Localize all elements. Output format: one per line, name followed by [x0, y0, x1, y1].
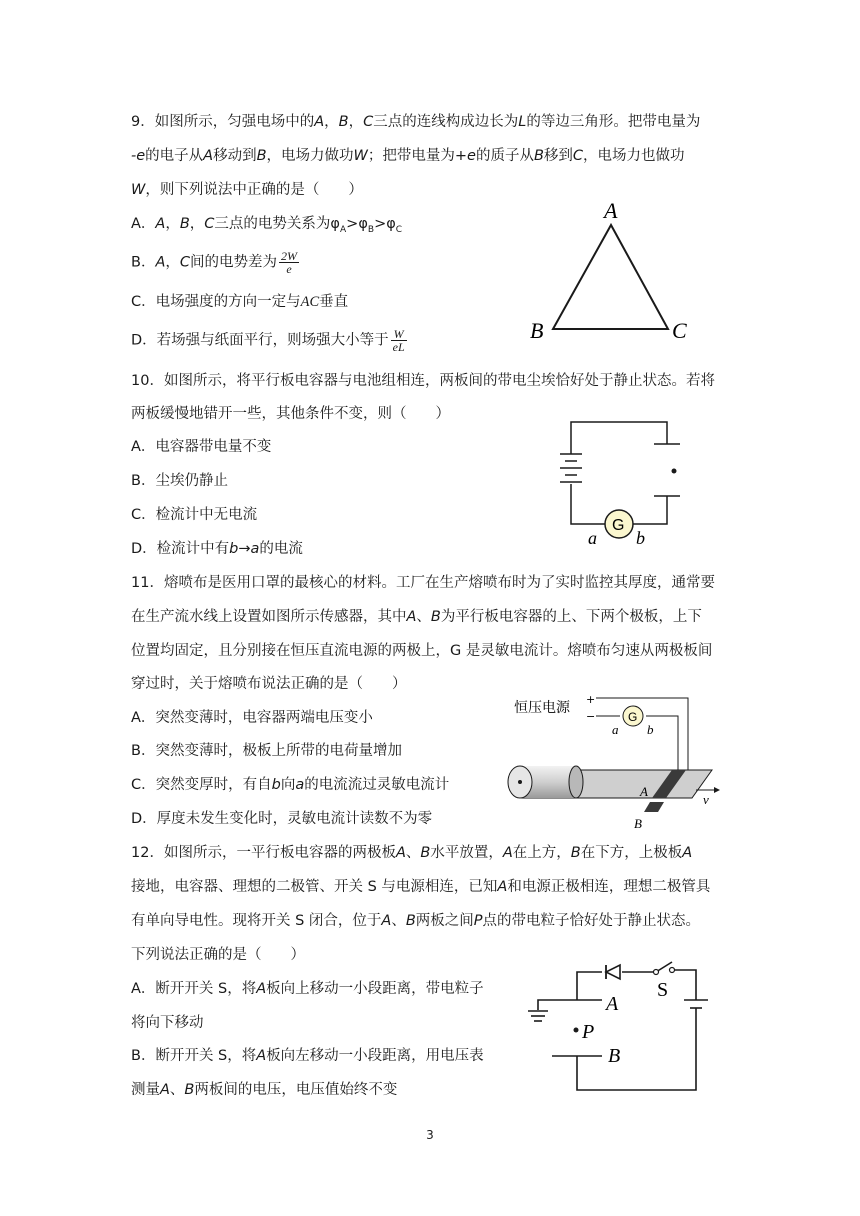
particle-p	[574, 1028, 579, 1033]
q10-stem-line-1: 10．如图所示，将平行板电容器与电池组相连，两板间的带电尘埃恰好处于静止状态。若将	[131, 373, 715, 389]
diode-icon	[606, 965, 620, 979]
q9-option-a: A．A，B，C三点的电势关系为$\varphi_A>\varphi_B>\varphi_C$	[131, 216, 403, 235]
q11-option-c: C．突然变厚时，有自b向a的电流流过灵敏电流计	[131, 777, 450, 793]
q11-option-a: A．突然变薄时，电容器两端电压变小	[131, 710, 373, 726]
q12-option-a-line-1: A．断开开关 S，将A板向上移动一小段距离，带电粒子	[131, 981, 484, 997]
q12-circuit-figure	[522, 958, 722, 1094]
svg-text:A: A	[606, 993, 619, 1015]
q10-option-a: A．电容器带电量不变	[131, 439, 272, 455]
svg-text:恒压电源: 恒压电源	[514, 700, 570, 716]
q12-option-a-line-2: 将向下移动	[131, 1015, 204, 1031]
svg-text:B: B	[608, 1045, 621, 1067]
switch-pivot	[654, 970, 659, 975]
q9-option-b-fraction: $\frac{2W}{e}$	[281, 249, 297, 276]
q9-option-b: B．A，C间的电势差为 $\frac{2W}{e}$	[131, 249, 297, 276]
q11-stem-line-3: 位置均固定，且分别接在恒压直流电源的两极上，G 是灵敏电流计。熔喷布匀速从两极板间	[131, 643, 713, 659]
svg-text:a: a	[588, 528, 597, 548]
q10-option-b: B．尘埃仍静止	[131, 473, 228, 489]
page-number: 3	[426, 1128, 434, 1142]
svg-text:P: P	[582, 1021, 595, 1043]
q9-triangle-figure	[520, 196, 720, 346]
q9-stem-line-1: 9．如图所示，匀强电场中的A，B，C三点的连线构成边长为L的等边三角形。把带电量为	[131, 114, 701, 130]
svg-text:A: A	[640, 784, 648, 799]
q11-option-b: B．突然变薄时，极板上所带的电荷量增加	[131, 743, 402, 759]
triangle-abc	[553, 225, 668, 329]
q11-option-d: D．厚度未发生变化时，灵敏电流计读数不为零	[131, 811, 433, 827]
svg-text:+: +	[586, 693, 596, 706]
svg-text:S: S	[657, 979, 669, 1001]
svg-text:B: B	[634, 816, 642, 831]
vertex-label-b: B	[530, 318, 544, 343]
svg-text:b: b	[647, 722, 654, 737]
q10-stem-line-2: 两板缓慢地错开一些，其他条件不变，则（ ）	[131, 406, 450, 422]
svg-text:G: G	[612, 517, 625, 534]
q12-stem-line-3: 有单向导电性。现将开关 S 闭合，位于A、B两板之间P点的带电粒子恰好处于静止状态。	[131, 913, 701, 929]
q10-option-d: D．检流计中有b→a的电流	[131, 541, 303, 557]
svg-text:v: v	[703, 792, 709, 807]
svg-text:a: a	[612, 722, 619, 737]
q12-stem-line-1: 12．如图所示，一平行板电容器的两极板A、B水平放置，A在上方，B在下方，上极板A	[131, 845, 693, 861]
dust-particle	[672, 469, 677, 474]
q12-option-b-line-2: 测量A、B两板间的电压，电压值始终不变	[131, 1082, 398, 1098]
svg-text:b: b	[636, 528, 645, 548]
q9-stem-line-2: -e的电子从A移动到B，电场力做功W；把带电量为+e的质子从B移到C，电场力也做功	[131, 148, 685, 164]
q11-stem-line-4: 穿过时，关于熔喷布说法正确的是（ ）	[131, 676, 407, 692]
q12-stem-line-2: 接地，电容器、理想的二极管、开关 S 与电源相连，已知A和电源正极相连，理想二极管具	[131, 879, 711, 895]
q10-circuit-figure	[552, 414, 692, 550]
q9-stem-line-3: W，则下列说法中正确的是（ ）	[131, 182, 363, 198]
q11-sensor-figure	[500, 686, 730, 834]
q12-stem-line-4: 下列说法正确的是（ ）	[131, 947, 305, 963]
q11-stem-line-2: 在生产流水线上设置如图所示传感器，其中A、B为平行板电容器的上、下两个极板，上下	[131, 609, 702, 625]
q11-stem-line-1: 11．熔喷布是医用口罩的最核心的材料。工厂在生产熔喷布时为了实时监控其厚度，通常要	[131, 575, 715, 591]
q9-option-d: D．若场强与纸面平行，则场强大小等于 $\frac{W}{eL}$	[131, 327, 405, 354]
q10-option-c: C．检流计中无电流	[131, 507, 258, 523]
vertex-label-c: C	[672, 318, 687, 343]
svg-text:G: G	[628, 710, 638, 724]
svg-text:−: −	[586, 710, 596, 723]
plate-b	[644, 802, 664, 812]
q9-option-c: C．电场强度的方向一定与AC垂直	[131, 294, 349, 310]
q12-option-b-line-1: B．断开开关 S，将A板向左移动一小段距离，用电压表	[131, 1048, 484, 1064]
vertex-label-a: A	[604, 198, 618, 223]
q9-option-d-fraction: $\frac{W}{eL}$	[392, 327, 405, 354]
